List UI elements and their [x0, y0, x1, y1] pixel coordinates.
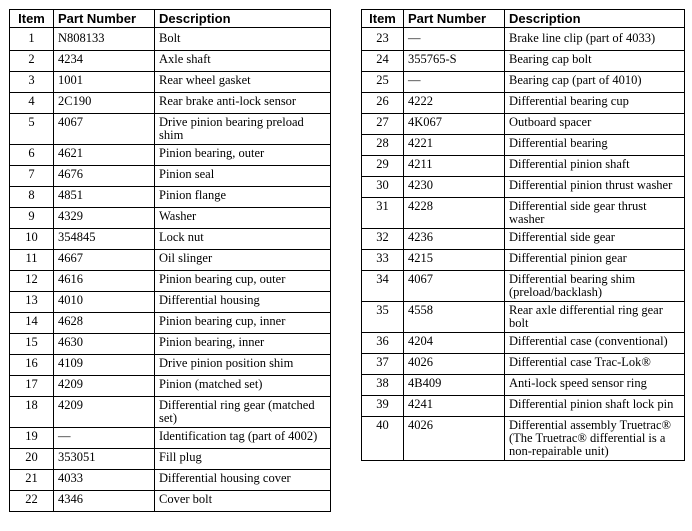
description-cell: Differential side gear [505, 229, 685, 250]
description-cell: Oil slinger [155, 250, 331, 271]
table-row [362, 271, 685, 302]
part-number-cell: 4241 [404, 396, 505, 417]
description-cell: Outboard spacer [505, 114, 685, 135]
part-number-cell: 4109 [54, 355, 155, 376]
part-number-cell: 4621 [54, 145, 155, 166]
table-header-row [362, 10, 685, 28]
table-row [362, 417, 685, 461]
part-number-cell: 4222 [404, 93, 505, 114]
item-cell: 39 [362, 396, 404, 417]
table-row [10, 449, 331, 470]
item-cell: 8 [10, 187, 54, 208]
description-cell: Anti-lock speed sensor ring [505, 375, 685, 396]
description-cell: Pinion bearing, outer [155, 145, 331, 166]
part-number-cell: — [404, 72, 505, 93]
description-cell: Differential side gear thrust washer [505, 198, 685, 229]
table-row [362, 93, 685, 114]
part-number-cell: — [54, 428, 155, 449]
item-cell: 9 [10, 208, 54, 229]
description-cell: Differential pinion gear [505, 250, 685, 271]
item-cell: 29 [362, 156, 404, 177]
table-row [10, 250, 331, 271]
part-number-cell: 4236 [404, 229, 505, 250]
description-cell: Differential housing cover [155, 470, 331, 491]
part-number-cell: 4676 [54, 166, 155, 187]
item-cell: 4 [10, 93, 54, 114]
table-row [362, 333, 685, 354]
part-number-cell: 4228 [404, 198, 505, 229]
table-row [10, 397, 331, 428]
parts-table-right [361, 9, 685, 461]
table-row [10, 72, 331, 93]
table-row [362, 51, 685, 72]
description-cell: Pinion (matched set) [155, 376, 331, 397]
item-cell: 16 [10, 355, 54, 376]
item-cell: 38 [362, 375, 404, 396]
part-number-cell: 4026 [404, 417, 505, 461]
table-row [10, 229, 331, 250]
item-cell: 35 [362, 302, 404, 333]
part-number-cell: 4215 [404, 250, 505, 271]
part-number-cell: 4221 [404, 135, 505, 156]
part-number-cell: 353051 [54, 449, 155, 470]
table-row [362, 198, 685, 229]
table-body-left [10, 28, 331, 512]
table-row [10, 376, 331, 397]
part-number-cell: 4B409 [404, 375, 505, 396]
part-number-cell: 4851 [54, 187, 155, 208]
part-number-cell: — [404, 28, 505, 51]
description-cell: Differential ring gear (matched set) [155, 397, 331, 428]
part-number-cell: 4628 [54, 313, 155, 334]
part-number-cell: 1001 [54, 72, 155, 93]
description-cell: Differential bearing cup [505, 93, 685, 114]
part-number-cell: 354845 [54, 229, 155, 250]
item-cell: 27 [362, 114, 404, 135]
description-cell: Brake line clip (part of 4033) [505, 28, 685, 51]
description-cell: Differential pinion thrust washer [505, 177, 685, 198]
item-cell: 15 [10, 334, 54, 355]
table-row [10, 114, 331, 145]
header-part-number: Part Number [404, 10, 505, 28]
header-description: Description [505, 10, 685, 28]
table-row [362, 302, 685, 333]
table-row [362, 396, 685, 417]
part-number-cell: 4067 [54, 114, 155, 145]
item-cell: 18 [10, 397, 54, 428]
description-cell: Pinion seal [155, 166, 331, 187]
part-number-cell: 4204 [404, 333, 505, 354]
table-row [10, 355, 331, 376]
item-cell: 36 [362, 333, 404, 354]
description-cell: Pinion bearing cup, outer [155, 271, 331, 292]
item-cell: 32 [362, 229, 404, 250]
description-cell: Differential bearing shim (preload/backlash) [505, 271, 685, 302]
table-row [362, 28, 685, 51]
description-cell: Differential assembly Truetrac® (The Truetrac® differential is a non-repairable unit) [505, 417, 685, 461]
part-number-cell: 4209 [54, 397, 155, 428]
item-cell: 30 [362, 177, 404, 198]
part-number-cell: N808133 [54, 28, 155, 51]
part-number-cell: 4630 [54, 334, 155, 355]
table-row [10, 470, 331, 491]
description-cell: Bearing cap (part of 4010) [505, 72, 685, 93]
item-cell: 33 [362, 250, 404, 271]
item-cell: 13 [10, 292, 54, 313]
part-number-cell: 4346 [54, 491, 155, 512]
part-number-cell: 355765-S [404, 51, 505, 72]
item-cell: 17 [10, 376, 54, 397]
description-cell: Differential pinion shaft lock pin [505, 396, 685, 417]
table-row [362, 229, 685, 250]
table-row [10, 51, 331, 72]
item-cell: 3 [10, 72, 54, 93]
description-cell: Cover bolt [155, 491, 331, 512]
description-cell: Differential bearing [505, 135, 685, 156]
description-cell: Fill plug [155, 449, 331, 470]
table-row [10, 93, 331, 114]
item-cell: 31 [362, 198, 404, 229]
item-cell: 26 [362, 93, 404, 114]
part-number-cell: 4211 [404, 156, 505, 177]
item-cell: 24 [362, 51, 404, 72]
description-cell: Rear axle differential ring gear bolt [505, 302, 685, 333]
table-row [362, 72, 685, 93]
description-cell: Identification tag (part of 4002) [155, 428, 331, 449]
item-cell: 14 [10, 313, 54, 334]
part-number-cell: 4010 [54, 292, 155, 313]
item-cell: 21 [10, 470, 54, 491]
description-cell: Pinion bearing, inner [155, 334, 331, 355]
description-cell: Pinion flange [155, 187, 331, 208]
item-cell: 7 [10, 166, 54, 187]
item-cell: 22 [10, 491, 54, 512]
table-row [10, 28, 331, 51]
part-number-cell: 4667 [54, 250, 155, 271]
item-cell: 11 [10, 250, 54, 271]
item-cell: 28 [362, 135, 404, 156]
description-cell: Differential case (conventional) [505, 333, 685, 354]
item-cell: 40 [362, 417, 404, 461]
item-cell: 37 [362, 354, 404, 375]
description-cell: Rear wheel gasket [155, 72, 331, 93]
table-row [10, 208, 331, 229]
table-row [10, 166, 331, 187]
table-row [362, 114, 685, 135]
part-number-cell: 4033 [54, 470, 155, 491]
description-cell: Bolt [155, 28, 331, 51]
table-row [362, 135, 685, 156]
table-row [362, 375, 685, 396]
item-cell: 6 [10, 145, 54, 166]
table-row [362, 177, 685, 198]
table-row [10, 313, 331, 334]
description-cell: Drive pinion position shim [155, 355, 331, 376]
description-cell: Drive pinion bearing preload shim [155, 114, 331, 145]
item-cell: 34 [362, 271, 404, 302]
item-cell: 12 [10, 271, 54, 292]
header-item: Item [362, 10, 404, 28]
description-cell: Rear brake anti-lock sensor [155, 93, 331, 114]
item-cell: 25 [362, 72, 404, 93]
part-number-cell: 4329 [54, 208, 155, 229]
header-description: Description [155, 10, 331, 28]
table-row [10, 271, 331, 292]
item-cell: 19 [10, 428, 54, 449]
description-cell: Differential housing [155, 292, 331, 313]
parts-table-left [9, 9, 331, 512]
part-number-cell: 4026 [404, 354, 505, 375]
table-row [10, 187, 331, 208]
part-number-cell: 4067 [404, 271, 505, 302]
item-cell: 23 [362, 28, 404, 51]
part-number-cell: 4230 [404, 177, 505, 198]
table-header-row [10, 10, 331, 28]
item-cell: 5 [10, 114, 54, 145]
description-cell: Pinion bearing cup, inner [155, 313, 331, 334]
description-cell: Axle shaft [155, 51, 331, 72]
part-number-cell: 2C190 [54, 93, 155, 114]
table-row [10, 491, 331, 512]
header-part-number: Part Number [54, 10, 155, 28]
item-cell: 1 [10, 28, 54, 51]
description-cell: Bearing cap bolt [505, 51, 685, 72]
part-number-cell: 4558 [404, 302, 505, 333]
item-cell: 10 [10, 229, 54, 250]
item-cell: 20 [10, 449, 54, 470]
table-row [10, 145, 331, 166]
description-cell: Differential pinion shaft [505, 156, 685, 177]
table-row [362, 250, 685, 271]
description-cell: Differential case Trac-Lok® [505, 354, 685, 375]
table-row [10, 334, 331, 355]
description-cell: Washer [155, 208, 331, 229]
header-item: Item [10, 10, 54, 28]
part-number-cell: 4K067 [404, 114, 505, 135]
description-cell: Lock nut [155, 229, 331, 250]
part-number-cell: 4234 [54, 51, 155, 72]
table-body-right [362, 28, 685, 461]
part-number-cell: 4209 [54, 376, 155, 397]
table-row [362, 156, 685, 177]
part-number-cell: 4616 [54, 271, 155, 292]
table-row [362, 354, 685, 375]
table-row [10, 292, 331, 313]
table-row [10, 428, 331, 449]
item-cell: 2 [10, 51, 54, 72]
